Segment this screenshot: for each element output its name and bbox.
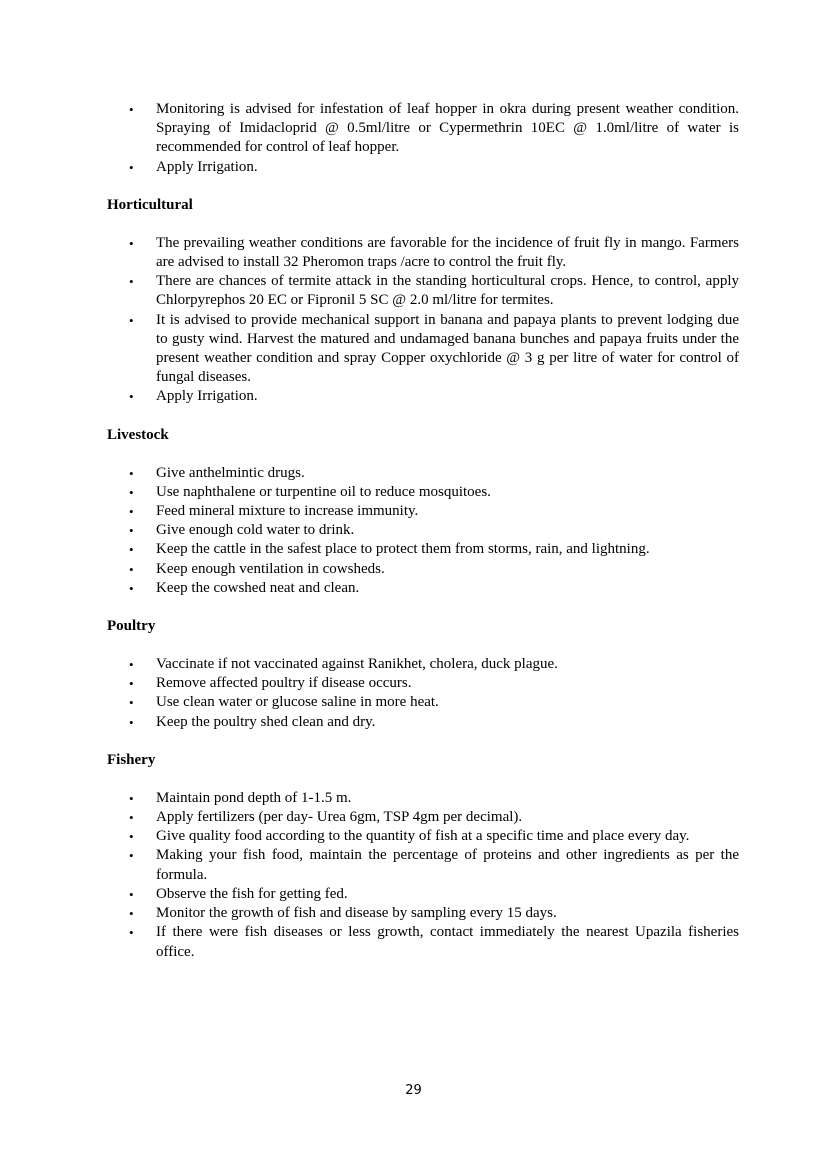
section-title-fishery: Fishery — [107, 751, 156, 768]
list-item-text: Use naphthalene or turpentine oil to reduce mosquitoes. — [156, 483, 491, 500]
list-item — [107, 540, 739, 559]
list-item-text: Making your fish food, maintain the percentage of proteins and other ingredients as per the formula. — [156, 847, 739, 883]
bullet-icon: • — [129, 523, 134, 539]
list-item — [107, 655, 739, 674]
section-title-horticultural: Horticultural — [107, 196, 193, 213]
list-item — [107, 560, 739, 579]
list-item — [107, 674, 739, 693]
bullet-icon: • — [129, 810, 134, 826]
poultry-list — [107, 655, 739, 732]
bullet-icon: • — [129, 484, 134, 500]
list-item — [107, 502, 739, 521]
list-item-text: Maintain pond depth of 1-1.5 m. — [156, 789, 352, 806]
bullet-icon: • — [129, 274, 134, 290]
bullet-icon: • — [129, 848, 134, 864]
list-item — [107, 827, 739, 846]
list-item-text: Remove affected poultry if disease occurs. — [156, 675, 412, 692]
bullet-icon: • — [129, 312, 134, 328]
list-item-text: Give enough cold water to drink. — [156, 522, 355, 539]
list-item-text: Vaccinate if not vaccinated against Ranikhet, cholera, duck plague. — [156, 656, 558, 673]
list-item — [107, 789, 739, 808]
list-item — [107, 713, 739, 732]
horticultural-list — [107, 234, 739, 407]
list-item-text: Use clean water or glucose saline in more heat. — [156, 694, 439, 711]
list-item — [107, 923, 739, 961]
bullet-icon: • — [129, 714, 134, 730]
list-item-text: Keep the poultry shed clean and dry. — [156, 713, 376, 730]
list-item — [107, 387, 739, 406]
bullet-icon: • — [129, 389, 134, 405]
bullet-icon: • — [129, 465, 134, 481]
bullet-icon: • — [129, 676, 134, 692]
list-item-text: Keep enough ventilation in cowsheds. — [156, 560, 385, 577]
bullet-icon: • — [129, 102, 134, 117]
list-item — [107, 846, 739, 884]
document-body — [107, 100, 739, 962]
bullet-icon: • — [129, 159, 134, 175]
list-item-text: Give anthelmintic drugs. — [156, 464, 305, 481]
bullet-icon: • — [129, 886, 134, 902]
bullet-icon: • — [129, 542, 134, 558]
bullet-icon: • — [129, 695, 134, 711]
fishery-list — [107, 789, 739, 962]
intro-list — [107, 100, 739, 177]
list-item — [107, 693, 739, 712]
section-title-poultry: Poultry — [107, 618, 156, 635]
list-item-text: Keep the cowshed neat and clean. — [156, 579, 360, 596]
list-item — [107, 158, 739, 177]
section-title-livestock: Livestock — [107, 426, 169, 443]
bullet-icon: • — [129, 829, 134, 845]
list-item — [107, 311, 739, 388]
list-item — [107, 234, 739, 272]
list-item — [107, 808, 739, 827]
list-item — [107, 579, 739, 598]
bullet-icon: • — [129, 790, 134, 806]
list-item-text: Apply Irrigation. — [156, 388, 258, 405]
bullet-icon: • — [129, 906, 134, 922]
bullet-icon: • — [129, 925, 134, 941]
list-item-text: Keep the cattle in the safest place to protect them from storms, rain, and lightning. — [156, 541, 650, 558]
list-item — [107, 272, 739, 310]
list-item-text: There are chances of termite attack in the standing horticultural crops. Hence, to control, apply Chlorpyrephos 20 EC or Fipronil 5 SC @ 2.0 ml/litre for termites. — [156, 273, 739, 309]
bullet-icon: • — [129, 561, 134, 577]
list-item — [107, 483, 739, 502]
list-item-text: Give quality food according to the quantity of fish at a specific time and place every day. — [156, 828, 690, 845]
bullet-icon: • — [129, 657, 134, 673]
list-item-text: Apply Irrigation. — [156, 158, 258, 175]
list-item-text: Monitor the growth of fish and disease by sampling every 15 days. — [156, 905, 557, 922]
list-item-text: Apply fertilizers (per day- Urea 6gm, TSP 4gm per decimal). — [156, 809, 523, 826]
livestock-list — [107, 464, 739, 598]
list-item — [107, 464, 739, 483]
bullet-icon: • — [129, 235, 134, 251]
list-item-text: It is advised to provide mechanical support in banana and papaya plants to prevent lodging due to gusty wind. Harvest the matured and undamaged banana bunches and papaya fruits under the present weather condition and spray Copper oxychloride @ 3 g per litre of water for control of fungal diseases. — [156, 311, 739, 386]
list-item — [107, 521, 739, 540]
bullet-icon: • — [129, 504, 134, 520]
page-number: 29 — [405, 1083, 422, 1098]
list-item — [107, 904, 739, 923]
list-item — [107, 100, 739, 158]
list-item-text: Observe the fish for getting fed. — [156, 885, 348, 902]
list-item-text: Monitoring is advised for infestation of leaf hopper in okra during present weather condition. Spraying of Imidacloprid @ 0.5ml/litre or Cypermethrin 10EC @ 1.0ml/litre of water is recommended for control of leaf hopper. — [156, 101, 739, 156]
list-item-text: If there were fish diseases or less growth, contact immediately the nearest Upazila fisheries office. — [156, 924, 739, 960]
bullet-icon: • — [129, 580, 134, 596]
list-item-text: The prevailing weather conditions are favorable for the incidence of fruit fly in mango. Farmers are advised to install 32 Pheromon traps /acre to control the fruit fly. — [156, 234, 739, 271]
list-item-text: Feed mineral mixture to increase immunity. — [156, 503, 419, 520]
list-item — [107, 885, 739, 904]
